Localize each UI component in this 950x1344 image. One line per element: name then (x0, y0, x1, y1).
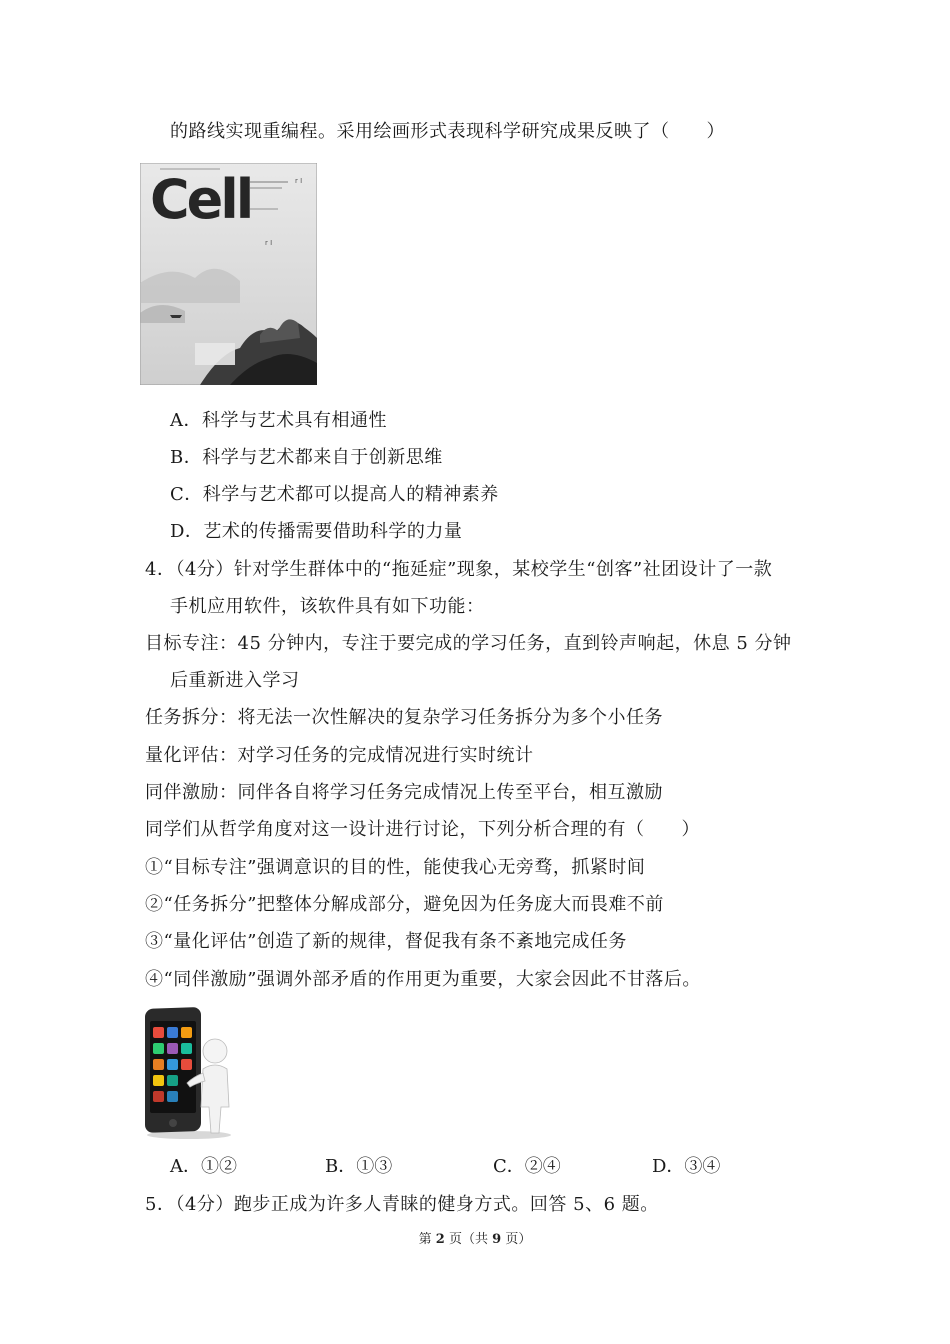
statement-3: ③“量化评估”创造了新的规律，督促我有条不紊地完成任务 (145, 931, 627, 952)
option-a: A．科学与艺术具有相通性 (170, 410, 387, 431)
q4-option-d: D．③④ (652, 1156, 721, 1177)
option-b: B．科学与艺术都来自于创新思维 (170, 447, 443, 468)
q4-option-b: B．①③ (325, 1156, 393, 1177)
statement-4: ④“同伴激励”强调外部矛盾的作用更为重要，大家会因此不甘落后。 (145, 969, 701, 990)
feature-focus-line2: 后重新进入学习 (170, 670, 300, 691)
question-3-stem-tail: 的路线实现重编程。采用绘画形式表现科学研究成果反映了（ ） (170, 121, 725, 142)
feature-peer: 同伴激励：同伴各自将学习任务完成情况上传至平台，相互激励 (145, 782, 663, 803)
option-d: D．艺术的传播需要借助科学的力量 (170, 521, 463, 542)
footer-middle: 页（共 (448, 1232, 488, 1247)
svg-text:r I: r I (295, 177, 303, 185)
footer-page-number: 2 (435, 1232, 445, 1247)
phone-app-illustration (143, 1007, 235, 1139)
q4-option-a: A．①② (170, 1156, 237, 1177)
q4-option-c: C．②④ (493, 1156, 561, 1177)
feature-split: 任务拆分：将无法一次性解决的复杂学习任务拆分为多个小任务 (145, 707, 663, 728)
feature-evaluate: 量化评估：对学习任务的完成情况进行实时统计 (145, 745, 534, 766)
question-5-stem: 5．（4分）跑步正成为许多人青睐的健身方式。回答 5、6 题。 (145, 1194, 659, 1215)
svg-text:r I: r I (265, 239, 273, 247)
option-c: C．科学与艺术都可以提高人的精神素养 (170, 484, 499, 505)
statement-1: ①“目标专注”强调意识的目的性，能使我心无旁骛，抓紧时间 (145, 857, 646, 878)
cell-logo-text: Cell (150, 168, 252, 231)
question-4-stem-line1: 4．（4分）针对学生群体中的“拖延症”现象，某校学生“创客”社团设计了一款 (145, 559, 773, 580)
cell-cover-image (140, 163, 317, 385)
footer-suffix: 页） (505, 1232, 532, 1247)
question-4-ask: 同学们从哲学角度对这一设计进行讨论，下列分析合理的有（ ） (145, 819, 700, 840)
footer-total-pages: 9 (492, 1232, 502, 1247)
feature-focus-line1: 目标专注：45 分钟内，专注于要完成的学习任务，直到铃声响起，休息 5 分钟 (145, 633, 792, 654)
footer-prefix: 第 (418, 1232, 432, 1247)
page-footer (0, 1228, 950, 1247)
question-4-stem-line2: 手机应用软件，该软件具有如下功能： (170, 596, 485, 617)
statement-2: ②“任务拆分”把整体分解成部分，避免因为任务庞大而畏难不前 (145, 894, 664, 915)
